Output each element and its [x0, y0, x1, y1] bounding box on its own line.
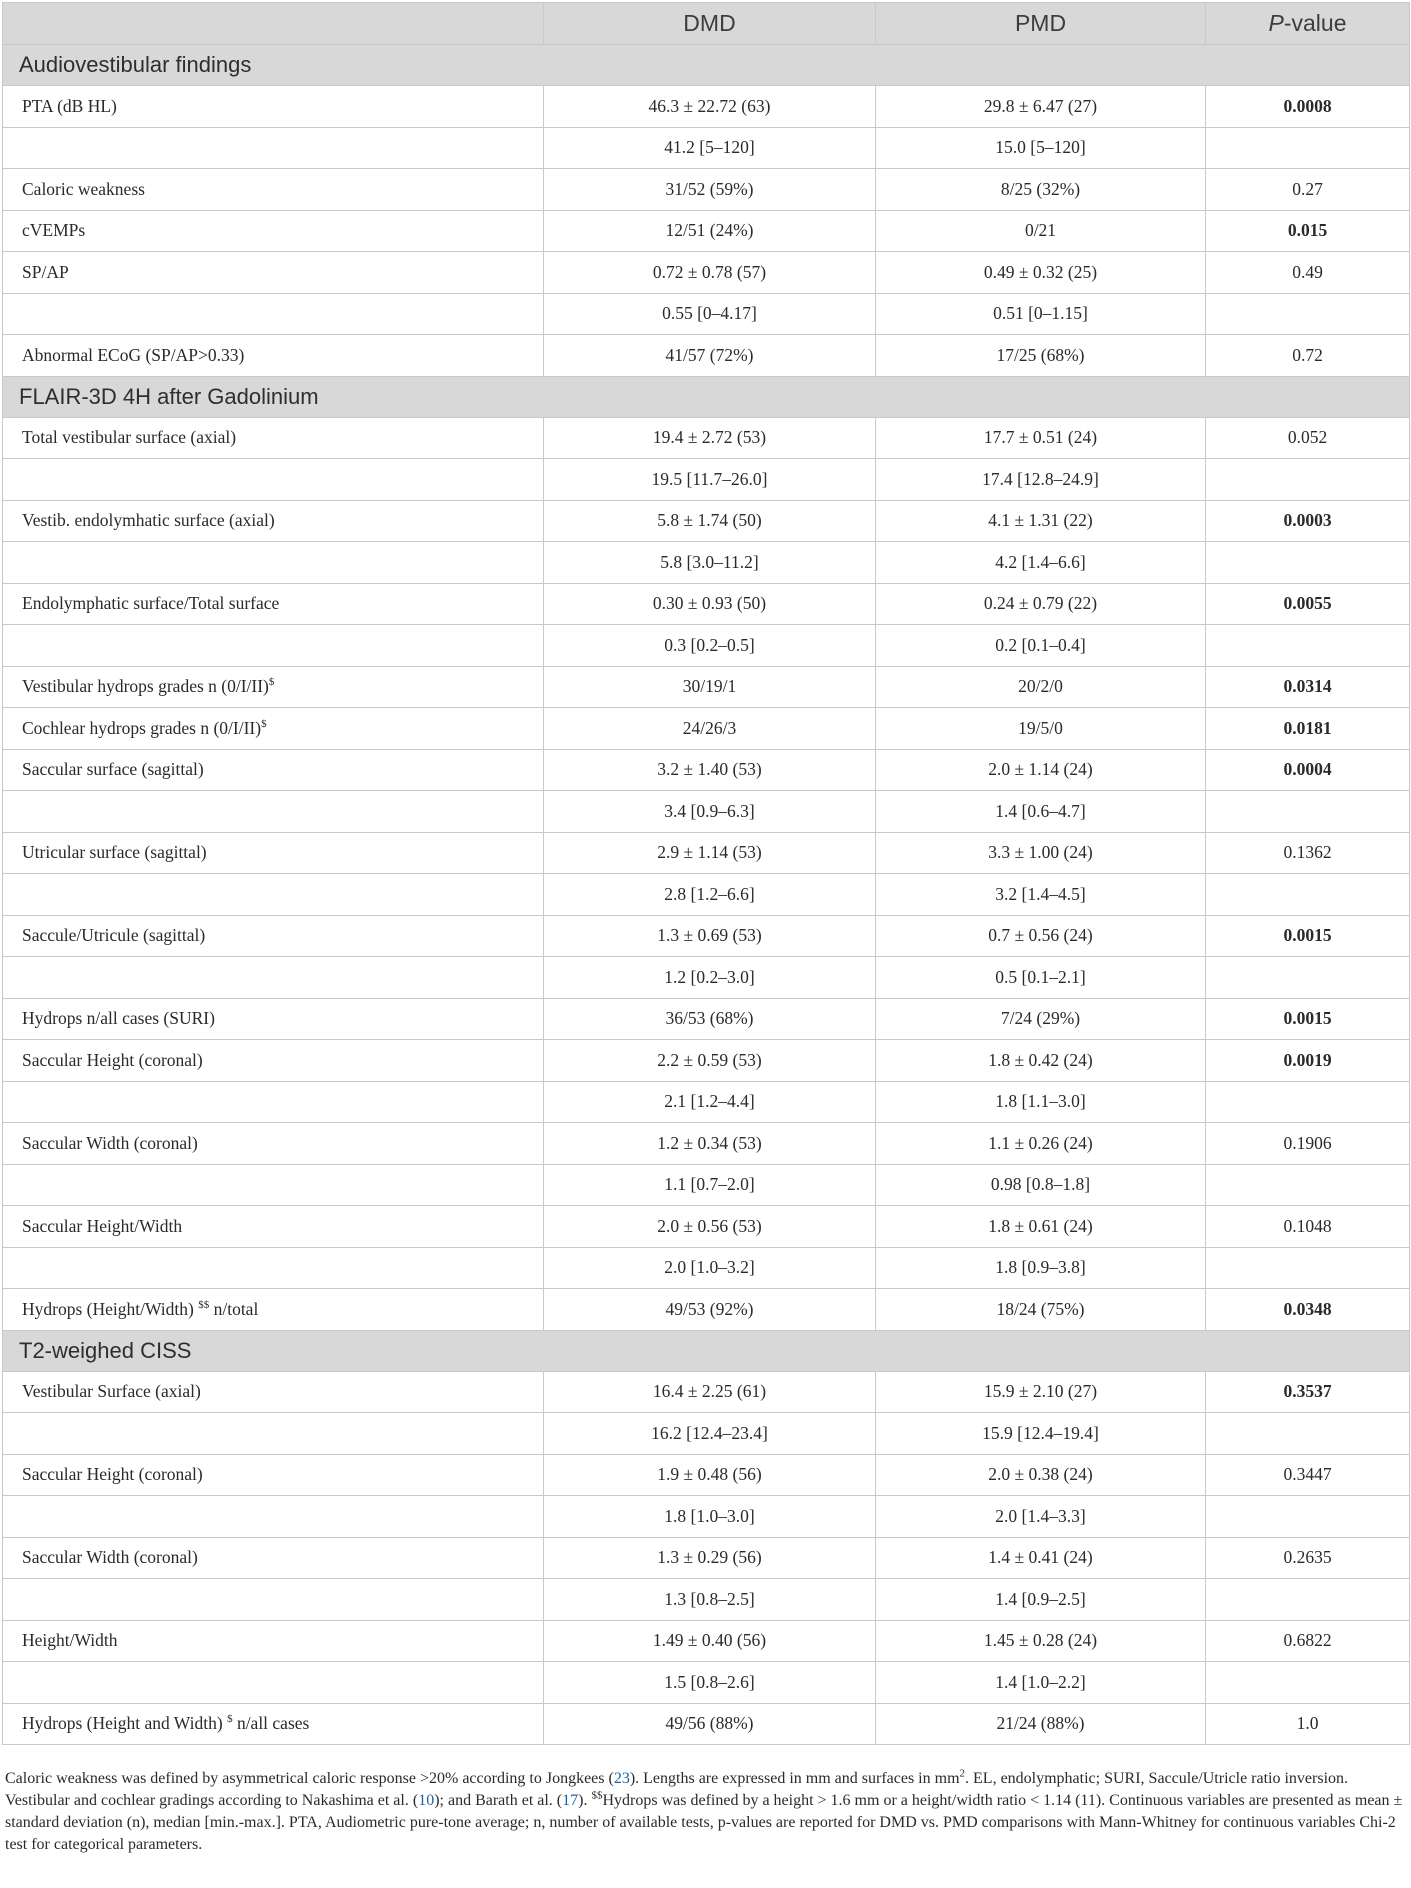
row-label — [3, 459, 544, 501]
row-label — [3, 417, 544, 459]
cell-p-value: 0.052 — [1206, 417, 1410, 459]
header-dmd: DMD — [544, 3, 876, 45]
row-label — [3, 749, 544, 791]
cell-p-value — [1206, 791, 1410, 833]
row-label — [3, 252, 544, 294]
cell-p-value: 0.72 — [1206, 335, 1410, 377]
cell-p-value: 0.27 — [1206, 169, 1410, 211]
footnote-text: Caloric weakness was defined by asymmetrical caloric response >20% according to Jongkees ( — [5, 1770, 614, 1787]
footnote-text: ). Lengths are expressed in mm and surfaces in mm — [629, 1770, 960, 1787]
cell-p-value: 0.0003 — [1206, 500, 1410, 542]
cell-pmd: 7/24 (29%) — [876, 998, 1206, 1040]
cell-dmd: 0.72 ± 0.78 (57) — [544, 252, 876, 294]
cell-dmd: 16.2 [12.4–23.4] — [544, 1413, 876, 1455]
cell-p-value — [1206, 1164, 1410, 1206]
row-label — [3, 1247, 544, 1289]
reference-link-17[interactable]: 17 — [562, 1792, 579, 1809]
cell-dmd: 1.3 ± 0.29 (56) — [544, 1537, 876, 1579]
cell-pmd: 0/21 — [876, 210, 1206, 252]
cell-pmd: 8/25 (32%) — [876, 169, 1206, 211]
table-row — [3, 417, 1410, 459]
table-row — [3, 998, 1410, 1040]
table-row — [3, 666, 1410, 708]
row-label — [3, 957, 544, 999]
row-label-text: Vestibular Surface (axial) — [22, 1381, 201, 1402]
row-label — [3, 791, 544, 833]
row-label-text: Total vestibular surface (axial) — [22, 427, 237, 448]
row-label-text: Hydrops (Height and Width) — [22, 1713, 228, 1734]
row-label-text: Saccular Height/Width — [22, 1215, 183, 1236]
row-label — [3, 583, 544, 625]
row-label-superscript: $ — [261, 717, 267, 730]
section-title: T2-weighed CISS — [3, 1330, 1410, 1371]
table-footnotes — [5, 1768, 1405, 1856]
row-label — [3, 874, 544, 916]
cell-dmd: 2.1 [1.2–4.4] — [544, 1081, 876, 1123]
table-row — [3, 1123, 1410, 1165]
cell-p-value: 0.0008 — [1206, 86, 1410, 128]
table-row — [3, 791, 1410, 833]
cell-pmd: 0.5 [0.1–2.1] — [876, 957, 1206, 999]
results-table — [2, 2, 1410, 1745]
row-label-text: Caloric weakness — [22, 178, 145, 199]
table-row — [3, 1371, 1410, 1413]
cell-pmd: 1.4 [1.0–2.2] — [876, 1662, 1206, 1704]
cell-dmd: 36/53 (68%) — [544, 998, 876, 1040]
section-row — [3, 45, 1410, 86]
table-row — [3, 625, 1410, 667]
cell-pmd: 0.49 ± 0.32 (25) — [876, 252, 1206, 294]
table-row — [3, 957, 1410, 999]
cell-p-value: 0.0004 — [1206, 749, 1410, 791]
table-row — [3, 1620, 1410, 1662]
cell-pmd: 1.4 ± 0.41 (24) — [876, 1537, 1206, 1579]
cell-pmd: 3.3 ± 1.00 (24) — [876, 832, 1206, 874]
row-label — [3, 1206, 544, 1248]
cell-dmd: 2.9 ± 1.14 (53) — [544, 832, 876, 874]
row-label — [3, 1454, 544, 1496]
cell-dmd: 2.0 ± 0.56 (53) — [544, 1206, 876, 1248]
table-row — [3, 127, 1410, 169]
cell-pmd: 1.1 ± 0.26 (24) — [876, 1123, 1206, 1165]
cell-p-value: 0.1048 — [1206, 1206, 1410, 1248]
cell-p-value: 0.0015 — [1206, 998, 1410, 1040]
table-row — [3, 542, 1410, 584]
table-row — [3, 335, 1410, 377]
table-row — [3, 1289, 1410, 1331]
row-label-text: Saccule/Utricule (sagittal) — [22, 925, 206, 946]
table-row — [3, 1703, 1410, 1745]
row-label — [3, 1662, 544, 1704]
cell-dmd: 46.3 ± 22.72 (63) — [544, 86, 876, 128]
row-label-superscript: $ — [268, 676, 275, 689]
row-label — [3, 542, 544, 584]
footnote-text: Hydrops was defined by a height > 1.6 mm or a height/width ratio < 1.14 (11). Continuous variables are presented as mean ± standard deviation (n), median [min.-max.]. PTA, Audiometric pure-tone average; n, number of available tests, p-values are reported for DMD vs. PMD comparisons with Mann-Whitney for continuous variables Chi-2 test for categorical parameters. — [5, 1792, 1403, 1853]
row-label-text: Saccular Height (coronal) — [22, 1049, 203, 1070]
table-row — [3, 583, 1410, 625]
table-row — [3, 1662, 1410, 1704]
cell-p-value: 0.015 — [1206, 210, 1410, 252]
cell-dmd: 41/57 (72%) — [544, 335, 876, 377]
row-label-suffix: n/all cases — [232, 1713, 310, 1734]
results-table-container — [2, 2, 1409, 1745]
cell-p-value: 0.0015 — [1206, 915, 1410, 957]
reference-link-10[interactable]: 10 — [418, 1792, 435, 1809]
row-label — [3, 1164, 544, 1206]
row-label-text: Saccular Width (coronal) — [22, 1547, 198, 1568]
cell-pmd: 1.8 [0.9–3.8] — [876, 1247, 1206, 1289]
row-label-text: Hydrops n/all cases (SURI) — [22, 1008, 215, 1029]
cell-pmd: 21/24 (88%) — [876, 1703, 1206, 1745]
footnote-text: . EL, endolymphatic; SURI, Saccule/Utricle ratio inversion. — [965, 1770, 1349, 1787]
cell-dmd: 19.4 ± 2.72 (53) — [544, 417, 876, 459]
cell-p-value — [1206, 1662, 1410, 1704]
cell-pmd: 19/5/0 — [876, 708, 1206, 750]
cell-p-value — [1206, 625, 1410, 667]
cell-pmd: 17.4 [12.8–24.9] — [876, 459, 1206, 501]
table-row — [3, 874, 1410, 916]
row-label-text: SP/AP — [22, 261, 69, 282]
row-label — [3, 1371, 544, 1413]
table-row — [3, 832, 1410, 874]
cell-dmd: 2.0 [1.0–3.2] — [544, 1247, 876, 1289]
cell-pmd: 0.51 [0–1.15] — [876, 293, 1206, 335]
cell-p-value: 0.49 — [1206, 252, 1410, 294]
table-row — [3, 459, 1410, 501]
row-label-superscript: $$ — [198, 1298, 210, 1311]
cell-p-value: 0.3537 — [1206, 1371, 1410, 1413]
cell-pmd: 3.2 [1.4–4.5] — [876, 874, 1206, 916]
row-label — [3, 1579, 544, 1621]
cell-dmd: 41.2 [5–120] — [544, 127, 876, 169]
row-label-text: Hydrops (Height/Width) — [22, 1298, 199, 1319]
section-row — [3, 1330, 1410, 1371]
cell-p-value: 0.0314 — [1206, 666, 1410, 708]
cell-pmd: 2.0 ± 1.14 (24) — [876, 749, 1206, 791]
row-label — [3, 1703, 544, 1745]
footnote-text: ); and Barath et al. ( — [434, 1792, 563, 1809]
cell-dmd: 12/51 (24%) — [544, 210, 876, 252]
cell-p-value — [1206, 293, 1410, 335]
cell-pmd: 0.98 [0.8–1.8] — [876, 1164, 1206, 1206]
cell-pmd: 1.8 ± 0.42 (24) — [876, 1040, 1206, 1082]
section-row — [3, 376, 1410, 417]
row-label-text: Vestib. endolymhatic surface (axial) — [22, 510, 275, 531]
row-label — [3, 1496, 544, 1538]
reference-link-23[interactable]: 23 — [613, 1770, 630, 1787]
table-row — [3, 1206, 1410, 1248]
cell-dmd: 19.5 [11.7–26.0] — [544, 459, 876, 501]
cell-p-value — [1206, 127, 1410, 169]
header-p-letter: P — [1268, 10, 1284, 36]
row-label-text: Endolymphatic surface/Total surface — [22, 593, 280, 614]
row-label-text: Saccular Width (coronal) — [22, 1132, 198, 1153]
cell-dmd: 1.9 ± 0.48 (56) — [544, 1454, 876, 1496]
cell-pmd: 0.7 ± 0.56 (24) — [876, 915, 1206, 957]
cell-dmd: 16.4 ± 2.25 (61) — [544, 1371, 876, 1413]
table-row — [3, 1081, 1410, 1123]
table-row — [3, 86, 1410, 128]
cell-dmd: 0.30 ± 0.93 (50) — [544, 583, 876, 625]
table-row — [3, 210, 1410, 252]
cell-p-value — [1206, 874, 1410, 916]
cell-dmd: 5.8 ± 1.74 (50) — [544, 500, 876, 542]
cell-dmd: 3.2 ± 1.40 (53) — [544, 749, 876, 791]
cell-dmd: 1.2 ± 0.34 (53) — [544, 1123, 876, 1165]
cell-dmd: 1.5 [0.8–2.6] — [544, 1662, 876, 1704]
cell-pmd: 29.8 ± 6.47 (27) — [876, 86, 1206, 128]
cell-pmd: 1.4 [0.9–2.5] — [876, 1579, 1206, 1621]
header-pmd: PMD — [876, 3, 1206, 45]
cell-pmd: 4.2 [1.4–6.6] — [876, 542, 1206, 584]
row-label — [3, 915, 544, 957]
cell-pmd: 20/2/0 — [876, 666, 1206, 708]
cell-dmd: 2.8 [1.2–6.6] — [544, 874, 876, 916]
row-label — [3, 210, 544, 252]
cell-dmd: 1.3 [0.8–2.5] — [544, 1579, 876, 1621]
cell-p-value — [1206, 1579, 1410, 1621]
cell-pmd: 15.0 [5–120] — [876, 127, 1206, 169]
row-label-superscript: $ — [227, 1713, 233, 1726]
cell-pmd: 0.2 [0.1–0.4] — [876, 625, 1206, 667]
table-row — [3, 252, 1410, 294]
cell-dmd: 5.8 [3.0–11.2] — [544, 542, 876, 584]
table-row — [3, 1496, 1410, 1538]
table-row — [3, 169, 1410, 211]
row-label-text: PTA (dB HL) — [22, 95, 117, 116]
row-label — [3, 127, 544, 169]
row-label — [3, 500, 544, 542]
cell-dmd: 49/53 (92%) — [544, 1289, 876, 1331]
cell-dmd: 2.2 ± 0.59 (53) — [544, 1040, 876, 1082]
cell-dmd: 1.3 ± 0.69 (53) — [544, 915, 876, 957]
table-row — [3, 293, 1410, 335]
table-row — [3, 1247, 1410, 1289]
row-label — [3, 998, 544, 1040]
row-label — [3, 169, 544, 211]
table-row — [3, 1454, 1410, 1496]
cell-p-value: 0.0019 — [1206, 1040, 1410, 1082]
superscript: 2 — [959, 1767, 966, 1780]
row-label — [3, 1620, 544, 1662]
cell-dmd: 3.4 [0.9–6.3] — [544, 791, 876, 833]
cell-dmd: 30/19/1 — [544, 666, 876, 708]
cell-p-value — [1206, 542, 1410, 584]
row-label — [3, 1289, 544, 1331]
cell-p-value — [1206, 1247, 1410, 1289]
table-row — [3, 915, 1410, 957]
row-label — [3, 666, 544, 708]
cell-p-value: 1.0 — [1206, 1703, 1410, 1745]
cell-dmd: 1.8 [1.0–3.0] — [544, 1496, 876, 1538]
cell-p-value: 0.1362 — [1206, 832, 1410, 874]
row-label-text: Height/Width — [22, 1630, 118, 1651]
footnote-text: Vestibular and cochlear gradings according to Nakashima et al. ( — [5, 1792, 419, 1809]
section-title: FLAIR-3D 4H after Gadolinium — [3, 376, 1410, 417]
row-label — [3, 708, 544, 750]
row-label-text: Abnormal ECoG (SP/AP>0.33) — [22, 344, 245, 365]
row-label — [3, 335, 544, 377]
row-label-text: Vestibular hydrops grades n (0/I/II) — [22, 676, 269, 697]
table-header-row — [3, 3, 1410, 45]
cell-p-value: 0.3447 — [1206, 1454, 1410, 1496]
cell-p-value: 0.2635 — [1206, 1537, 1410, 1579]
row-label-text: Cochlear hydrops grades n (0/I/II) — [22, 717, 262, 738]
cell-pmd: 18/24 (75%) — [876, 1289, 1206, 1331]
cell-p-value: 0.0348 — [1206, 1289, 1410, 1331]
cell-dmd: 0.55 [0–4.17] — [544, 293, 876, 335]
row-label — [3, 625, 544, 667]
table-row — [3, 749, 1410, 791]
cell-pmd: 0.24 ± 0.79 (22) — [876, 583, 1206, 625]
cell-p-value — [1206, 957, 1410, 999]
superscript: $$ — [591, 1789, 603, 1802]
cell-pmd: 1.8 ± 0.61 (24) — [876, 1206, 1206, 1248]
cell-p-value: 0.0055 — [1206, 583, 1410, 625]
cell-p-value: 0.0181 — [1206, 708, 1410, 750]
cell-p-value: 0.1906 — [1206, 1123, 1410, 1165]
cell-pmd: 1.8 [1.1–3.0] — [876, 1081, 1206, 1123]
table-row — [3, 1537, 1410, 1579]
row-label — [3, 832, 544, 874]
table-row — [3, 1040, 1410, 1082]
cell-p-value — [1206, 459, 1410, 501]
cell-dmd: 1.49 ± 0.40 (56) — [544, 1620, 876, 1662]
cell-pmd: 2.0 [1.4–3.3] — [876, 1496, 1206, 1538]
table-row — [3, 708, 1410, 750]
table-row — [3, 500, 1410, 542]
cell-p-value — [1206, 1413, 1410, 1455]
cell-p-value: 0.6822 — [1206, 1620, 1410, 1662]
cell-pmd: 15.9 ± 2.10 (27) — [876, 1371, 1206, 1413]
cell-pmd: 17.7 ± 0.51 (24) — [876, 417, 1206, 459]
row-label-suffix: n/total — [209, 1298, 259, 1319]
row-label — [3, 1537, 544, 1579]
cell-dmd: 24/26/3 — [544, 708, 876, 750]
table-body — [3, 45, 1410, 1745]
table-row — [3, 1579, 1410, 1621]
row-label — [3, 293, 544, 335]
cell-pmd: 1.45 ± 0.28 (24) — [876, 1620, 1206, 1662]
row-label-text: Saccular surface (sagittal) — [22, 759, 204, 780]
row-label-text: Utricular surface (sagittal) — [22, 842, 207, 863]
row-label — [3, 1413, 544, 1455]
cell-dmd: 31/52 (59%) — [544, 169, 876, 211]
table-row — [3, 1413, 1410, 1455]
cell-p-value — [1206, 1081, 1410, 1123]
cell-pmd: 1.4 [0.6–4.7] — [876, 791, 1206, 833]
cell-dmd: 1.2 [0.2–3.0] — [544, 957, 876, 999]
cell-dmd: 49/56 (88%) — [544, 1703, 876, 1745]
row-label — [3, 1040, 544, 1082]
cell-p-value — [1206, 1496, 1410, 1538]
row-label — [3, 1123, 544, 1165]
section-title: Audiovestibular findings — [3, 45, 1410, 86]
cell-pmd: 4.1 ± 1.31 (22) — [876, 500, 1206, 542]
footnote-text: ). — [578, 1792, 592, 1809]
cell-pmd: 2.0 ± 0.38 (24) — [876, 1454, 1206, 1496]
row-label-text: Saccular Height (coronal) — [22, 1464, 203, 1485]
cell-pmd: 15.9 [12.4–19.4] — [876, 1413, 1206, 1455]
cell-pmd: 17/25 (68%) — [876, 335, 1206, 377]
footnote-line-2 — [5, 1790, 1405, 1856]
header-p-value — [1206, 3, 1410, 45]
footnote-line-1 — [5, 1768, 1405, 1790]
header-p-suffix: -value — [1283, 10, 1347, 36]
header-parameter — [3, 3, 544, 45]
cell-dmd: 0.3 [0.2–0.5] — [544, 625, 876, 667]
row-label — [3, 1081, 544, 1123]
row-label — [3, 86, 544, 128]
cell-dmd: 1.1 [0.7–2.0] — [544, 1164, 876, 1206]
row-label-text: cVEMPs — [22, 220, 86, 241]
table-row — [3, 1164, 1410, 1206]
